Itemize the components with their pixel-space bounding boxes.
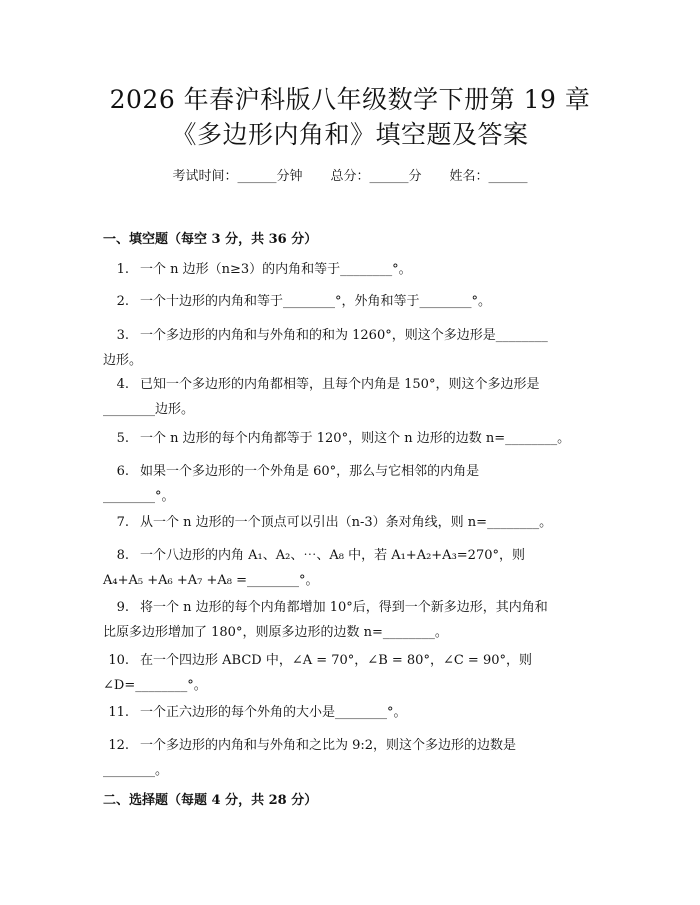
question-text: 在一个四边形 ABCD 中，∠A = 70°，∠B = 80°，∠C = 90°，则 ∠D=________°。 (103, 653, 532, 693)
question-text: 已知一个多边形的内角都相等，且每个内角是 150°，则这个多边形是 ________边形。 (103, 377, 540, 417)
question-4 (103, 372, 598, 422)
question-number: 7. (116, 515, 129, 530)
question-number: 9. (116, 600, 129, 615)
question-1 (103, 257, 598, 282)
question-text: 一个十边形的内角和等于________°，外角和等于________°。 (140, 294, 492, 309)
question-12 (103, 733, 598, 783)
question-number: 11. (108, 705, 129, 720)
question-number: 8. (116, 548, 129, 563)
question-text: 将一个 n 边形的每个内角都增加 10°后，得到一个新多边形，其内角和 比原多边形增加了 180°，则原多边形的边数 n=________。 (103, 600, 548, 640)
question-10 (103, 648, 598, 698)
question-9 (103, 595, 598, 645)
question-text: 一个多边形的内角和与外角和的和为 1260°，则这个多边形是________ 边形。 (103, 328, 548, 368)
question-5 (103, 426, 598, 451)
question-6 (103, 459, 598, 509)
question-7 (103, 510, 598, 535)
question-2 (103, 289, 598, 314)
section-heading-choice: 二、选择题（每题 4 分，共 28 分） (103, 793, 318, 808)
name-field: 姓名：______ (449, 169, 528, 184)
total-score-field: 总分：______分 (330, 169, 422, 184)
question-number: 3. (116, 328, 129, 343)
exam-time-field: 考试时间：______分钟 (172, 169, 303, 184)
question-3 (103, 323, 598, 373)
question-number: 2. (116, 294, 129, 309)
document-title-line1: 2026 年春沪科版八年级数学下册第 19 章 (109, 85, 591, 114)
exam-info (0, 168, 700, 186)
document-title-line2: 《多边形内角和》填空题及答案 (171, 120, 529, 149)
question-text: 一个 n 边形的每个内角都等于 120°，则这个 n 边形的边数 n=________。 (140, 431, 571, 446)
question-number: 5. (116, 431, 129, 446)
question-text: 一个 n 边形（n≥3）的内角和等于________°。 (140, 262, 412, 277)
question-text: 如果一个多边形的一个外角是 60°，那么与它相邻的内角是 ________°。 (103, 464, 480, 504)
question-number: 4. (116, 377, 129, 392)
question-text: 从一个 n 边形的一个顶点可以引出（n-3）条对角线，则 n=________。 (140, 515, 553, 530)
question-number: 10. (108, 653, 129, 668)
section-heading-fill-blank: 一、填空题（每空 3 分，共 36 分） (103, 232, 318, 247)
question-text: 一个多边形的内角和与外角和之比为 9:2，则这个多边形的边数是 ________。 (103, 738, 517, 778)
question-number: 1. (116, 262, 129, 277)
question-11 (103, 700, 598, 725)
question-text: 一个八边形的内角 A₁、A₂、⋯、A₈ 中，若 A₁+A₂+A₃=270°，则 A₄+A₅ +A₆ +A₇ +A₈ =________°。 (103, 548, 525, 588)
question-8 (103, 543, 598, 593)
question-text: 一个正六边形的每个外角的大小是________°。 (140, 705, 407, 720)
question-number: 12. (108, 738, 129, 753)
question-number: 6. (116, 464, 129, 479)
